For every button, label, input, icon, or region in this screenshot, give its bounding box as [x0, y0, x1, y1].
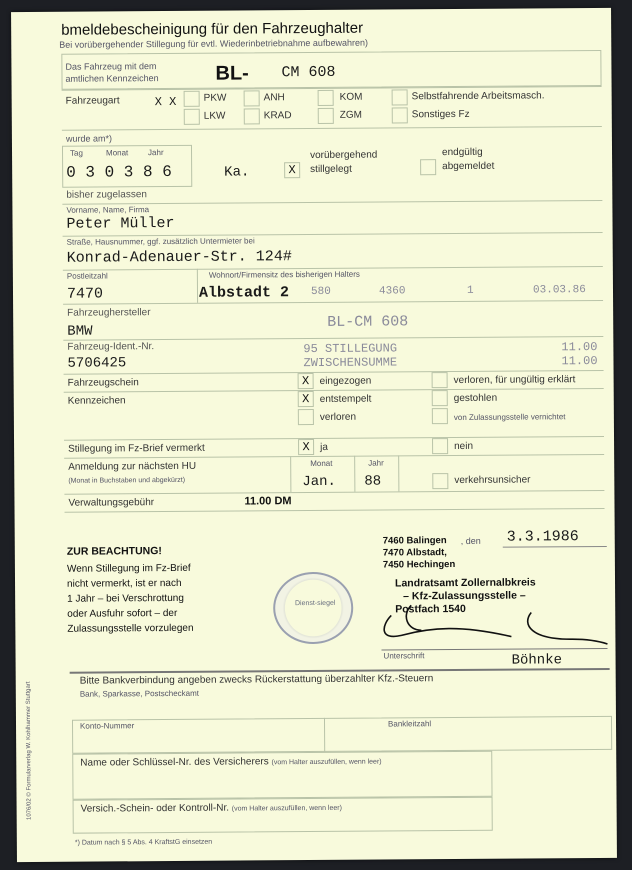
office-name-3: Postfach 1540: [395, 602, 466, 616]
date-value: 0 3 0 3 8 6: [66, 162, 172, 182]
plate-label-1: Das Fahrzeug mit dem: [65, 61, 157, 72]
office-city-2: 7470 Albstadt,: [382, 547, 447, 559]
notice-text: [67, 561, 194, 637]
insurer-label: [80, 756, 381, 769]
dot-matrix-plate: BL-CM 608: [327, 313, 409, 331]
date-intro-label: wurde am*): [65, 133, 112, 144]
signature-label: Unterschrift: [383, 651, 425, 661]
policy-label-text: Versich.-Schein- oder Kontroll-Nr.: [80, 802, 230, 815]
lkw-label: LKW: [203, 110, 226, 122]
unsafe-label: verkehrsunsicher: [454, 474, 531, 487]
inspection-sub-label: (Monat in Buchstaben und abgekürzt): [68, 476, 186, 485]
office-city-1: 7460 Balingen: [382, 535, 447, 547]
krad-label: KRAD: [263, 110, 292, 122]
notice-line: Wenn Stillegung im Fz-Brief: [66, 562, 191, 575]
checkbox-pkw: [184, 91, 200, 107]
code-3: 1: [466, 284, 474, 297]
plates-label: Kennzeichen: [67, 395, 126, 407]
account-number-label: Konto-Nummer: [79, 721, 135, 731]
pkw-label: PKW: [203, 92, 227, 104]
plate-label-2: amtlichen Kennzeichen: [65, 73, 159, 84]
owner-city: Albstadt 2: [198, 284, 290, 302]
vin-value: 5706425: [67, 355, 127, 372]
inspection-month-label: Monat: [310, 458, 333, 469]
code-1: 580: [310, 285, 331, 299]
previously-registered-label: bisher zugelassen: [66, 189, 147, 201]
location-abbrev: Ka.: [224, 164, 250, 181]
owner-postcode: 7470: [66, 285, 104, 303]
vehicle-type-label: Fahrzeugart: [65, 95, 120, 107]
publisher-print: 1076/02 © Formularverlag W. Kohlhammer Stuttgart: [25, 681, 33, 821]
policy-note: (vom Halter auszufüllen, wenn leer): [231, 804, 342, 813]
checkbox-temporary: X: [284, 162, 300, 178]
dot-amount-1: 11.00: [561, 340, 598, 355]
anh-label: ANH: [263, 92, 285, 104]
lost-label: verloren: [319, 411, 357, 423]
checkbox-sonstiges: [392, 107, 408, 123]
manufacturer-value: BMW: [67, 323, 93, 340]
checkbox-unsafe: [432, 473, 448, 489]
inspection-year-label: Jahr: [368, 458, 384, 468]
inspection-label: Anmeldung zur nächsten HU: [68, 460, 197, 473]
checkbox-stolen: [432, 390, 448, 406]
residence-label: Wohnort/Firmensitz des bisherigen Halters: [208, 269, 360, 280]
checkbox-zgm: [318, 108, 334, 124]
sonstiges-label: Sonstiges Fz: [411, 108, 470, 121]
month-label: Monat: [105, 148, 129, 158]
notice-line: Zulassungsstelle vorzulegen: [67, 622, 194, 635]
registration-doc-label: Fahrzeugschein: [67, 377, 139, 389]
notice-title: ZUR BEACHTUNG!: [66, 545, 162, 558]
notice-line: oder Ausfuhr sofort – der: [67, 607, 178, 620]
manufacturer-label: Fahrzeughersteller: [67, 307, 151, 319]
final-label-2: abgemeldet: [442, 160, 495, 173]
final-label-1: endgültig: [441, 146, 483, 159]
plate-prefix: BL-: [215, 62, 249, 85]
bank-label: Bank, Sparkasse, Postscheckamt: [79, 688, 200, 699]
checkbox-no: [432, 438, 448, 454]
insurer-note: (vom Halter auszufüllen, wenn leer): [271, 758, 382, 767]
seal-text: Dienst-siegel: [294, 599, 336, 608]
zgm-label: ZGM: [339, 109, 363, 121]
bank-code-label: Bankleitzahl: [387, 719, 432, 729]
unstamped-label: entstempelt: [319, 393, 372, 405]
account-box: [72, 716, 612, 754]
dot-stillegung: 95 STILLEGUNG: [303, 341, 398, 357]
checkbox-unstamped: X: [298, 391, 314, 407]
form-title: bmeldebescheinigung für den Fahrzeughalter: [61, 19, 364, 39]
temporary-label-1: vorübergehend: [310, 149, 378, 162]
confiscated-label: eingezogen: [319, 375, 372, 387]
sam-label: Selbstfahrende Arbeitsmasch.: [411, 90, 545, 103]
code-2: 4360: [378, 285, 406, 298]
day-label: Tag: [69, 148, 83, 158]
checkbox-lost: [298, 409, 314, 425]
checkbox-yes: X: [298, 439, 314, 455]
dot-amount-2: 11.00: [561, 354, 598, 369]
office-name-2: – Kfz-Zulassungsstelle –: [403, 589, 526, 603]
deregistration-certificate: [11, 8, 617, 862]
temporary-label-2: stillgelegt: [310, 163, 352, 176]
stolen-label: gestohlen: [453, 392, 498, 405]
office-name-1: Landratsamt Zollernalbkreis: [394, 576, 536, 590]
policy-label: [81, 802, 342, 815]
checkbox-sam: [392, 89, 408, 105]
checkbox-final: [420, 159, 436, 175]
date-separator: , den: [460, 535, 481, 546]
owner-street: Konrad-Adenauer-Str. 124#: [66, 248, 292, 267]
notice-line: 1 Jahr – bei Verschrottung: [67, 592, 184, 605]
checkbox-lost-invalid: [432, 372, 448, 388]
yes-label: ja: [320, 441, 328, 453]
footnote: *) Datum nach § 5 Abs. 4 KraftstG einsetzen: [74, 838, 213, 847]
official-seal: [273, 572, 354, 645]
code-4: 03.03.86: [532, 284, 586, 297]
owner-name: Peter Müller: [66, 214, 175, 233]
inspection-year: 88: [364, 473, 382, 490]
fee-value: 11.00 DM: [244, 495, 292, 508]
no-label: nein: [454, 440, 474, 453]
insurer-label-text: Name oder Schlüssel-Nr. des Versicherers: [80, 756, 269, 769]
kom-label: KOM: [339, 91, 363, 103]
checkbox-krad: [244, 108, 260, 124]
checkbox-lkw: [184, 109, 200, 125]
destroyed-label: von Zulassungsstelle vernichtet: [453, 412, 566, 423]
lost-invalid-label: verloren, für ungültig erklärt: [453, 374, 576, 387]
year-label: Jahr: [147, 148, 164, 158]
notice-line: nicht vermerkt, ist er nach: [66, 577, 182, 590]
checkbox-kom: [318, 90, 334, 106]
checkbox-destroyed: [432, 408, 448, 424]
signatory-name: Böhnke: [511, 652, 563, 669]
checkbox-anh: [244, 90, 260, 106]
office-city-3: 7450 Hechingen: [382, 559, 456, 571]
fee-label: Verwaltungsgebühr: [68, 497, 155, 509]
street-label: Straße, Hausnummer, ggf. zusätzlich Untermieter bei: [66, 236, 255, 247]
plate-number: CM 608: [281, 63, 336, 82]
dot-zwischensumme: ZWISCHENSUMME: [303, 355, 398, 371]
checkbox-confiscated: X: [298, 373, 314, 389]
issue-date: 3.3.1986: [506, 528, 579, 546]
form-subtitle: Bei vorübergehender Stillegung für evtl. Wiederinbetriebnahme aufbewahren): [59, 37, 368, 50]
inspection-month: Jan.: [302, 473, 336, 491]
brief-noted-label: Stillegung im Fz-Brief vermerkt: [68, 442, 205, 455]
vehicle-type-mark: X X: [154, 94, 177, 110]
name-label: Vorname, Name, Firma: [66, 205, 150, 215]
vin-label: Fahrzeug-Ident.-Nr.: [67, 341, 155, 353]
bank-heading: Bitte Bankverbindung angeben zwecks Rückerstattung überzahlter Kfz.-Steuern: [79, 673, 434, 687]
postcode-label: Postleitzahl: [66, 271, 108, 281]
